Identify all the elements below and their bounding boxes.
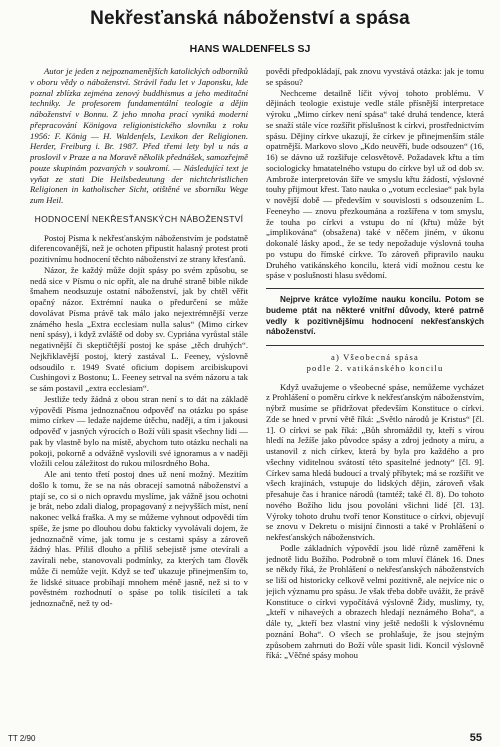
left-column — [30, 66, 248, 719]
section-divider — [266, 288, 484, 289]
article-title: Nekřesťanská náboženství a spása — [90, 8, 410, 29]
right-column — [266, 66, 484, 719]
section-divider — [266, 345, 484, 346]
issue-label: TT 2/90 — [8, 734, 36, 743]
intro-paragraph: Autor je jeden z nejpoznamenějších katolických odborníků v oboru vědy o náboženství. Strávil řadu let v Japonsku, kde poznal zblízka zejména zenový buddhismus a jeho meditační techniky. Je profesorem fundamentální teologie a dějin náboženství v Bonnu. Z jeho mnoha prací vyniká moderní přepracování Königova religionistického slovníku z roku 1956: F. König — H. Waldenfels, Lexikon der Religionen. Herder, Freiburg i. Br. 1987. Před třemi lety byl u nás a proslovil v Praze a na Moravě několik přednášek, samozřejmě pouze skupinám pozvaných v soukromí. — Následující text je vyňat ze stati Die Heilsbedeutung der nichtchristlichen Religionen in katholischer Sicht, otištěné ve sborníku Wege zum Heil. — [30, 66, 248, 205]
body-paragraph: Nechceme detailně líčit vývoj tohoto problému. V dějinách teologie existuje vedle stále přísnější interpretace výroku „Mimo církev není spása“ také druhá tendence, která se snaží stále více rozšířit příslušnost k církvi, prostřednictvím spásu. Dějiny církve ukazují, že církev je přinejmenším stále opatrnější. Markovo slovo „Kdo neuvěří, bude odsouzen“ (16, 16) se dávno už rozšiřuje celosvětově. Požadavek křtu a tím sociologicky hmatatelného vstupu do církve byl už od dob sv. Ambrože interpretován šíře ve smyslu křtu žádostí, výslovné touhy přijmout křest. Tato nauka o „votum ecclesiae“ pak byla v novější době — především v souvislosti s odsouzením L. Feeneyho — znovu přezkoumána a rozšířena v tom smyslu, že touha po církvi a vstupu do ní (křtu) může být „implikována“ (obsažena) také v něčem jiném, v úkonu dokonalé lásky apod., že se tedy nepožaduje výslovná touha po vstupu do římské církve. To zároveň připravilo nauku Druhého vatikánského koncilu, která vidí možnou cestu ke spáse v poslušnosti hlasu svědomí. — [266, 87, 484, 281]
body-paragraph: Jestliže tedy žádná z obou stran není s to dát na základě výpovědí Písma jednoznačnou odpověď na otázku po spáse mimo církev — ledaže najdeme útěchu, naději, a tím i jakousi odpověď v jasných výrocích o Boží vůli spasit všechny lidi — pak by vlastně bylo na místě, abychom tuto otázku nechali na pokoji, pokorně a odvážně vyslovili své ignoramus a v naději vložili celou záležitost do rukou milosrdného Boha. — [30, 393, 248, 469]
subsection-heading-line1: a) Všeobecná spása — [331, 352, 419, 362]
section-heading: HODNOCENÍ NEKŘESŤANSKÝCH NÁBOŽENSTVÍ — [34, 213, 244, 224]
body-paragraph: Postoj Písma k nekřesťanským náboženstvím je podstatně diferencovanější, než je ochoten připustit halasný protest proti pozitivnímu hodnocení těchto náboženství ze strany křesťanů. — [30, 232, 248, 264]
body-paragraph: Názor, že každý může dojít spásy po svém způsobu, se nedá sice v Písmu o nic opřít, ale na druhé straně bible nikde šmahem neodsuzuje ostatní náboženství, jak by chtěl věřit opačný názor. Extrémní nauka o předurčení se může dovolávat Písma právě tak málo jako nejextrémnější verze známého hesla „Extra ecclesiam nulla salus“ (Mimo církev není spásy), i když zvláště od doby sv. Cypriána vyrůstal stále negativnější či skeptičtější postoj ke spáse „těch druhých“. Nejkřiklavější postoj, který zastával L. Feeney, výslovně odsoudilo r. 1949 Svaté oficium dopisem arcibiskupovi Cushingovi z Bostonu; L. Feeney setrval na svém názoru a tak se sám postavil „extra ecclesiam“. — [30, 264, 248, 393]
body-paragraph: Ale ani tento třetí postoj dnes už není možný. Mezitím došlo k tomu, že se na nás obracejí samotná náboženství a ptají se, co si o nich opravdu myslíme, jak vážně jsou ochotni je brát, nebo zdali dialog, propagovaný z nejvyšších míst, není nakonec velká fraška. A my se můžeme vyhnout odpovědi tím spíše, že jsme po dlouhou dobu fakticky vyvolávali dojem, že jednoznačně víme, jak tomu je s cestami spásy a zároveň žádný hlas. Příliš dlouho a příliš sebejistě jsme otevírali a zavírali nebe, stanovovali podmínky, za kterých tam člověk může či nemůže vejít. Když se teď ukazuje přinejmenším to, že lidské situace probíhají mnohem méně jasně, než si to v pověstném rozhodnutí o spáse po tolik tisíciletí a tak jednoznačně, než ty od- — [30, 469, 248, 608]
body-paragraph: povědi předpokládají, pak znovu vyvstává otázka: jak je tomu se spásou? — [266, 66, 484, 87]
page-number: 55 — [469, 732, 482, 744]
article-author: HANS WALDENFELS SJ — [189, 43, 311, 55]
body-paragraph: Podle základních výpovědí jsou lidé různě zaměřeni k jednotě lidu Božího. Podrobně o tom mluví článek 16. Dnes se někdy říká, že Prohlášení o nekřesťanských náboženstvích se liší od historicky celkově velmi pozitivně, ale nejvíce nic o jejich významu pro spásu. Je však třeba dobře uvážit, že právě Konstituce o církvi vypočítává výslovně Židy, muslimy, ty, „kteří v nihaveých a obrazech hledají neznámého Boha“, a dále ty, „kteří bez vlastní viny ještě nedošli k výslovnému poznání Boha“. O všech se prohlašuje, že jsou stejným způsobem zahrnuti do Boží vůle spasit lidi. Koncil výslovně říká: „Věčné spásy mohou — [266, 542, 484, 661]
bold-lead-paragraph: Nejprve krátce vyložíme nauku koncilu. Potom se budeme ptát na některé vnitřní důvody, které patrně vedly k pozitivnějšímu hodnocení nekřesťanských náboženství. — [266, 295, 484, 337]
body-paragraph: Když uvažujeme o všeobecné spáse, nemůžeme vycházet z Prohlášení o poměru církve k nekřesťanským náboženstvím, nýbrž musíme se přidržovat především Konstituce o církvi. Zde se hned v první větě říká: „Světlo národů je Kristus“ [čl. 1]. O církvi se pak říká: „Bůh shromáždil ty, kteří s vírou hledí na Ježíše jako původce spásy a zdroj jednoty a míru, a ustanovil z nich církev, která by byla pro každého a pro všechny viditelnou svátostí této spasitelné jednoty“ [čl. 9]. Církev sama hledá budoucí a trvalý příbytek; má se rozšířit ve všech krajinách, vstupuje do lidských dějin, zároveň však přesahuje čas i hranice národů (tamtéž; také čl. 8). Do tohoto nového Božího lidu jsou povoláni všichni lidé [čl. 13]. Výroky tohoto druhu tvoří tenor Konstituce o církvi, objevují se znovu v Dekretu o misijní činnosti a také v Prohlášení o nekřesťanských náboženstvích. — [266, 381, 484, 542]
subsection-heading-line2: podle 2. vatikánského koncilu — [306, 362, 444, 373]
